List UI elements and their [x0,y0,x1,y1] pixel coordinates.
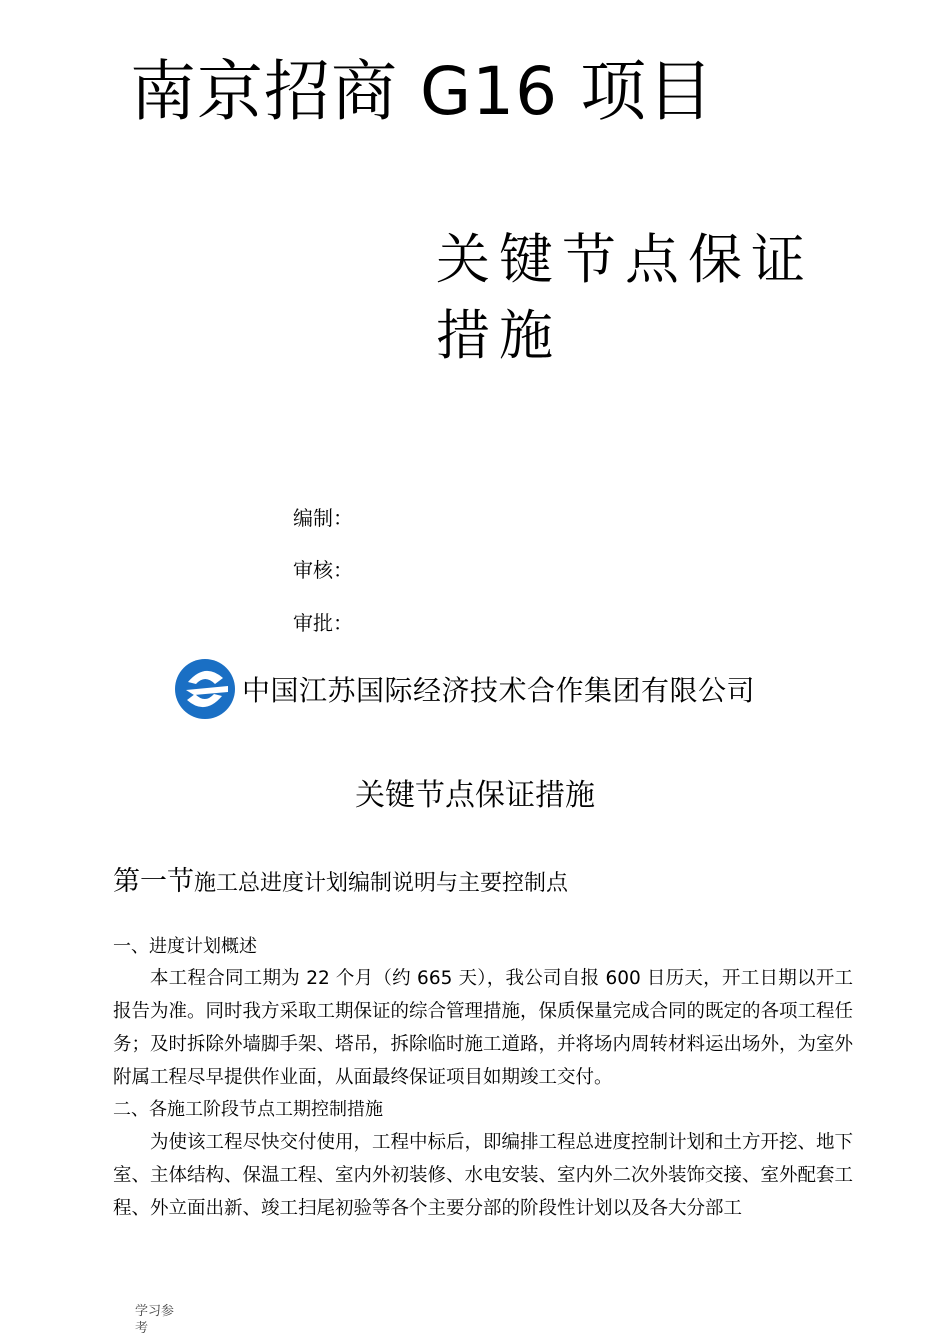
paragraph-stage-control: 为使该工程尽快交付使用，工程中标后，即编排工程总进度控制计划和土方开挖、地下室、主体结构、保温工程、室内外初装修、水电安装、室内外二次外装饰交接、室外配套工程、外立面出新、竣工扫尾初验等各个主要分部的阶段性计划以及各大分部工 [113,1132,854,1219]
section-heading [113,864,568,903]
section-number: 第一节 [113,866,194,897]
cover-title: 南京招商 G16 项目 [130,53,715,130]
paragraph-progress-overview: 本工程合同工期为 22 个月（约 665 天），我公司自报 600 日历天，开工日期以开工报告为准。同时我方采取工期保证的综合管理措施，保质保量完成合同的既定的各项工程任务；及时拆除外墙脚手架、塔吊，拆除临时施工道路，并将场内周转材料运出场外，为室外附属工程尽早提供作业面，从面最终保证项目如期竣工交付。 [113,968,854,1088]
footer-note: 学习参考 [135,1304,175,1336]
document-title: 关键节点保证措施 [355,778,595,813]
company-block [174,658,755,720]
section-title: 施工总进度计划编制说明与主要控制点 [194,871,569,896]
subheading-stage-control: 二、各施工阶段节点工期控制措施 [113,1099,383,1120]
sign-review-label: 审核： [293,558,353,582]
sign-approve-label: 审批： [293,611,353,635]
company-logo-icon [174,658,236,720]
sign-compile-label: 编制： [293,506,353,530]
cover-subtitle: 关键节点保证措施 [436,228,814,367]
company-name: 中国江苏国际经济技术合作集团有限公司 [242,674,756,707]
subheading-progress-overview: 一、进度计划概述 [113,936,257,957]
